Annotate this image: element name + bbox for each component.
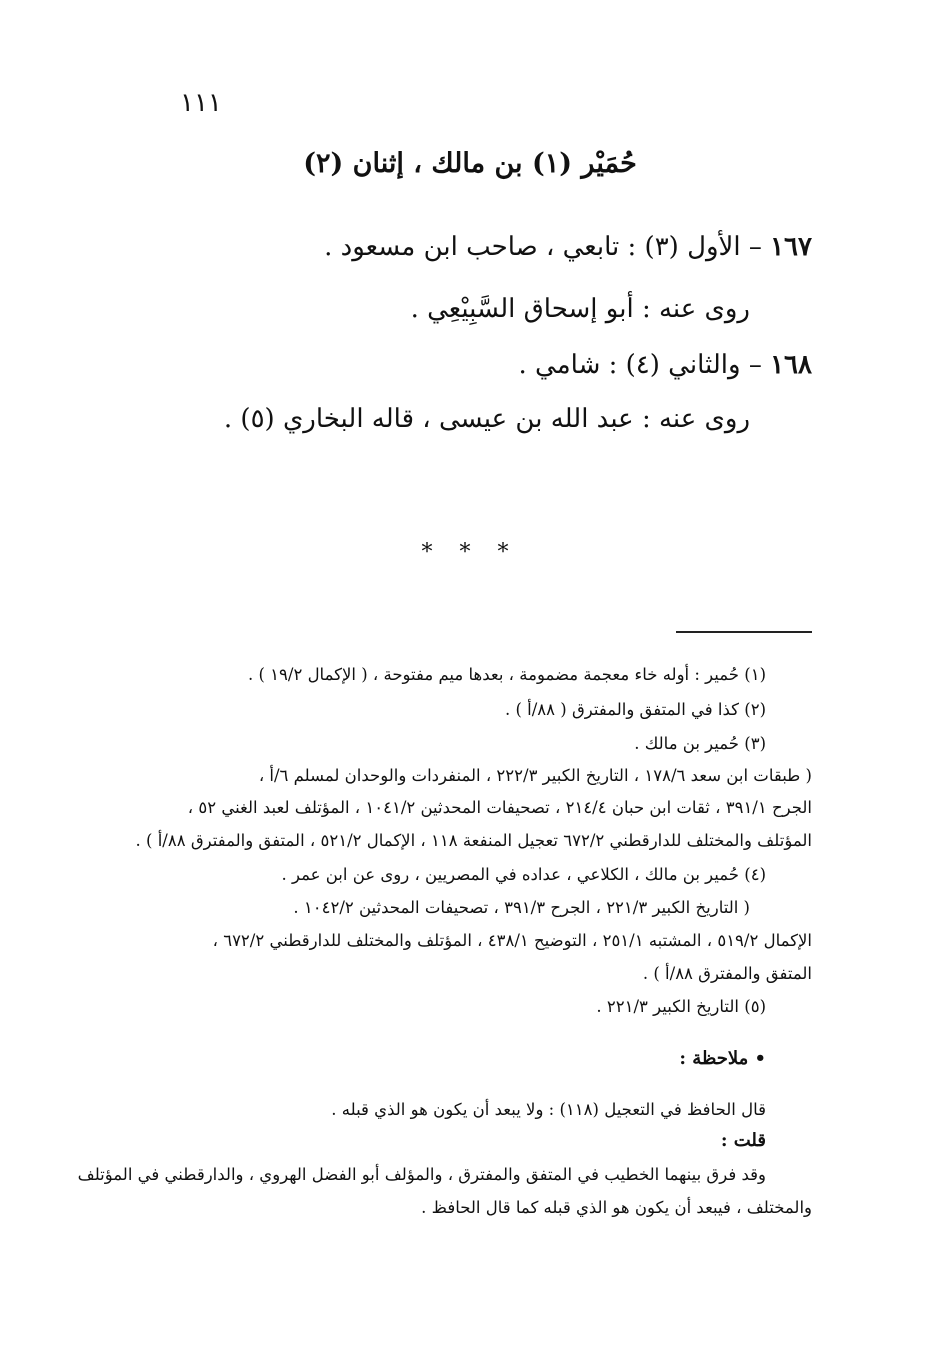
footnote-1: (١) حُمير : أوله خاء معجمة مضمومة ، بعدها ميم مفتوحة ، ( الإكمال ١٩/٢ ) .	[248, 665, 766, 684]
footnote-4-refs-2: الإكمال ٥١٩/٢ ، المشتبه ٢٥١/١ ، التوضيح ٤٣٨/١ ، المؤتلف والمختلف للدارقطني ٦٧٢/٢ ،	[212, 931, 812, 950]
note-paragraph-1: وقد فرق بينهما الخطيب في المتفق والمفترق ، والمؤلف أبو الفضل الهروي ، والدارقطني في المؤتلف	[77, 1165, 766, 1184]
page-number: ١١١	[180, 88, 222, 118]
note-qult: قلت :	[720, 1130, 766, 1151]
note-paragraph-2: والمختلف ، فيبعد أن يكون هو الذي قبله كما قال الحافظ .	[421, 1198, 812, 1217]
section-separator: * * *	[421, 540, 519, 565]
entry-167-narrator: روى عنه : أبو إسحاق السَّبِيْعِي .	[410, 294, 750, 324]
footnote-5: (٥) التاريخ الكبير ٢٢١/٣ .	[596, 997, 766, 1016]
note-heading: • ملاحظة :	[679, 1048, 766, 1069]
note-line: قال الحافظ في التعجيل (١١٨) : ولا يبعد أن يكون هو الذي قبله .	[331, 1100, 766, 1119]
footnote-4-refs-3: المتفق والمفترق ٨٨/أ ) .	[642, 964, 812, 983]
footnote-2: (٢) كذا في المتفق والمفترق ( ٨٨/أ ) .	[504, 700, 766, 719]
footnote-3: (٣) حُمير بن مالك .	[634, 734, 766, 753]
entry-text: – الأول (٣) : تابعي ، صاحب ابن مسعود .	[324, 232, 771, 262]
footnote-divider	[676, 631, 812, 633]
page-title: حُمَيْر (١) بن مالك ، إثنان (٢)	[303, 148, 637, 179]
entry-text: – والثاني (٤) : شامي .	[518, 350, 771, 380]
entry-168	[519, 350, 812, 380]
footnote-4-refs-1: ( التاريخ الكبير ٢٢١/٣ ، الجرح ٣٩١/٣ ، تصحيفات المحدثين ١٠٤٢/٢ .	[293, 898, 750, 917]
footnote-3-refs-1: ( طبقات ابن سعد ١٧٨/٦ ، التاريخ الكبير ٢٢٢/٣ ، المنفردات والوحدان لمسلم ٦/أ ،	[258, 766, 812, 785]
entry-168-narrator: روى عنه : عبد الله بن عيسى ، قاله البخاري (٥) .	[223, 404, 750, 434]
footnote-3-refs-2: الجرح ٣٩١/١ ، ثقات ابن حبان ٢١٤/٤ ، تصحيفات المحدثين ١٠٤١/٢ ، المؤتلف لعبد الغني ٥٢ ،	[187, 798, 812, 817]
entry-number: ١٦٨	[770, 350, 812, 380]
footnote-3-refs-3: المؤتلف والمختلف للدارقطني ٦٧٢/٢ تعجيل المنفعة ١١٨ ، الإكمال ٥٢١/٢ ، المتفق والمفترق ٨٨/أ ) .	[135, 831, 812, 850]
entry-number: ١٦٧	[770, 232, 812, 262]
entry-167	[324, 232, 812, 262]
footnote-4: (٤) حُمير بن مالك ، الكلاعي ، عداده في المصريين ، روى عن ابن عمر .	[281, 865, 766, 884]
